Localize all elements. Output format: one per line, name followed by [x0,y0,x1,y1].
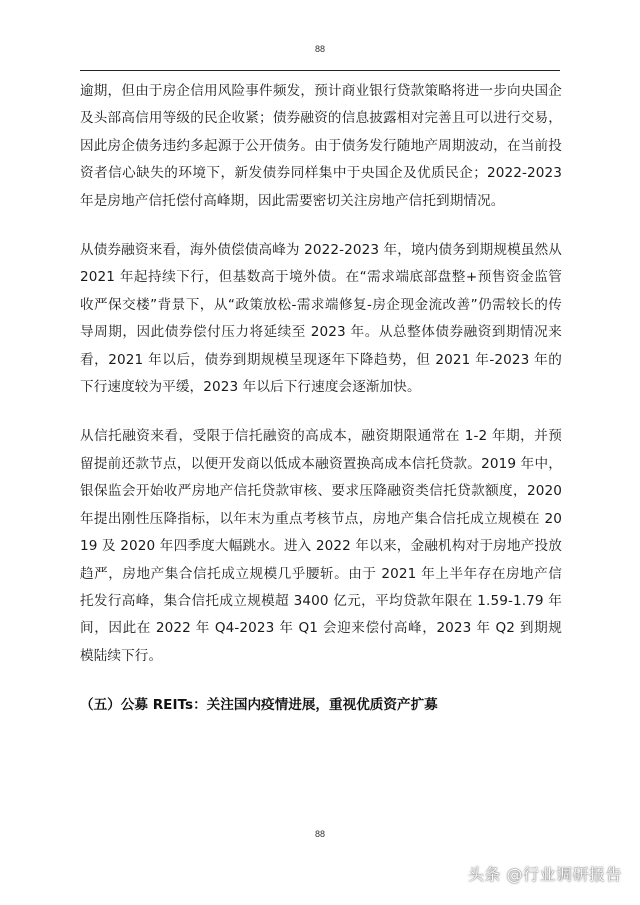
watermark-text: 头条 @行业调研报告 [467,865,622,884]
paragraph-bond-financing: 从债券融资来看，海外债偿债高峰为 2022-2023 年，境内债务到期规模虽然从 2021 年起持续下行，但基数高于境外债。在“需求端底部盘整+预售资金监管收严保交楼”背景下，从“政策放松-需求端修复-房企现金流改善”仍需较长的传导周期，因此债券偿付压力将延续至 2023 年。从总整体债券融资到期情况来看，2021 年以后，债券到期规模呈现逐年下降趋势，但 2021 年-2023 年的下行速度较为平缓，2023 年以后下行速度会逐渐加快。 [80,242,562,396]
header-page-number: 88 [314,44,325,54]
section-heading-reits: （五）公募 REITs：关注国内疫情进展，重视优质资产扩募 [80,697,438,714]
paragraph-trust-financing: 从信托融资来看，受限于信托融资的高成本，融资期限通常在 1-2 年期，并预留提前还款节点，以便开发商以低成本融资置换高成本信托贷款。2019 年中，银保监会开始收严房地产信托贷款审核、要求压降融资类信托贷款额度，2020 年提出刚性压降指标，以年末为重点考核节点，房地产集合信托成立规模在 2019 及 2020 年四季度大幅跳水。进入 2022 年以来，金融机构对于房地产投放趋严，房地产集合信托成立规模几乎腰斩。由于 2021 年上半年存在房地产信托发行高峰，集合信托成立规模超 3400 亿元，平均贷款年限在 1.59-1.79 年间，因此在 2022 年 Q4-2023 年 Q1 会迎来偿付高峰，2023 年 Q2 到期规模陆续下行。 [80,428,562,664]
header-divider [80,70,560,71]
paragraph-debt-overview: 逾期，但由于房企信用风险事件频发，预计商业银行贷款策略将进一步向央国企及头部高信用等级的民企收紧；债券融资的信息披露相对完善且可以进行交易，因此房企债务违约多起源于公开债务。由于债务发行随地产周期波动，在当前投资者信心缺失的环境下，新发债券同样集中于央国企及优质民企；2022-2023 年是房地产信托偿付高峰期，因此需要密切关注房地产信托到期情况。 [80,83,562,209]
footer-page-number: 88 [314,829,325,839]
document-body [80,78,562,720]
